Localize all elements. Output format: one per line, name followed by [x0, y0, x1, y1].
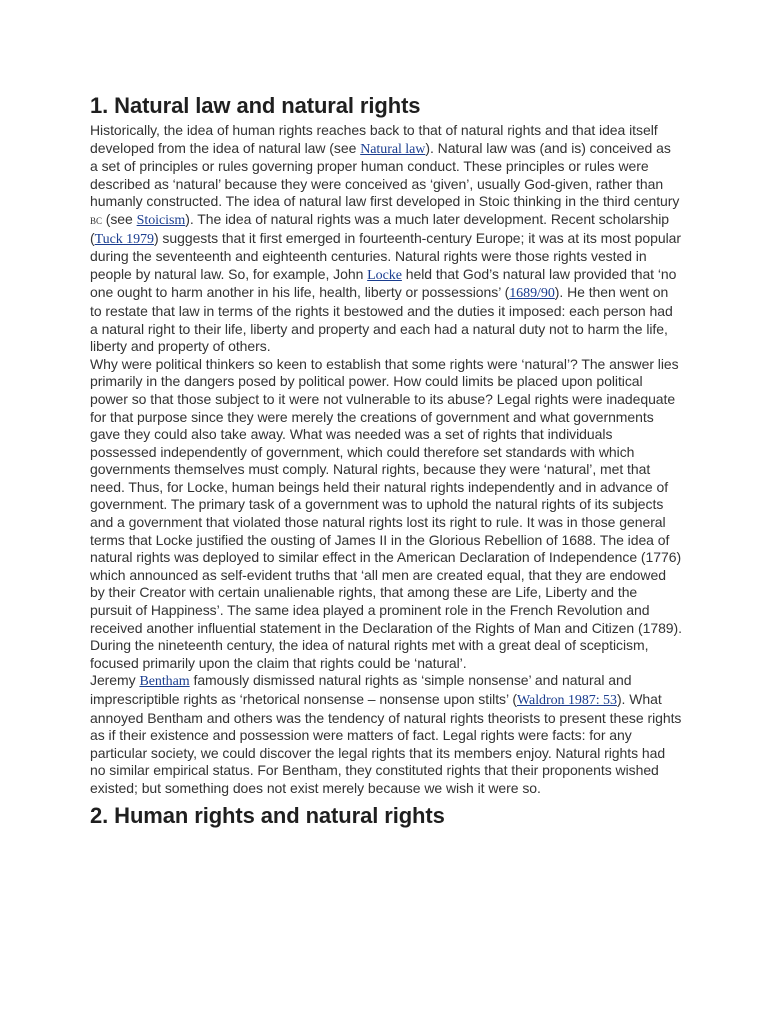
text-fragment: famously dismissed natural rights as ‘simple nonsense’ and natural and imprescriptible rights as ‘rhetorical nonsense – nonsense upon stilts’ ( [90, 672, 632, 707]
link-tuck-1979[interactable]: Tuck 1979 [94, 231, 154, 247]
text-fragment: ). The idea of natural rights was a much later development. Recent scholarship ( [90, 210, 669, 246]
paragraph-bentham [90, 672, 682, 797]
text-fragment: ). He then went on to restate that law in terms of the rights it bestowed and the duties it imposed: each person had a natural right to their life, liberty and property and each had a natural duty not to harm the life, liberty and property of others. [90, 284, 673, 355]
era-abbreviation: bc [90, 211, 102, 227]
paragraph-political-power: Why were political thinkers so keen to establish that some rights were ‘natural’? The answer lies primarily in the dangers posed by political power. How could limits be placed upon political power so that those subject to it were not vulnerable to its abuse? Legal rights were inadequate for that purpose since they were merely the creations of government and what governments gave they could also take away. What was needed was a set of rights that individuals possessed independently of government, which could therefore set standards with which governments themselves must comply. Natural rights, because they were ‘natural’, met that need. Thus, for Locke, human beings held their natural rights independently and in advance of government. The primary task of a government was to uphold the natural rights of its subjects and a government that violated those natural rights lost its right to rule. It was in those general terms that Locke justified the ousting of James II in the Glorious Rebellion of 1688. The idea of natural rights was deployed to similar effect in the American Declaration of Independence (1776) which announced as self-evident truths that ‘all men are created equal, that they are endowed by their Creator with certain unalienable rights, that among these are Life, Liberty and the pursuit of Happiness’. The same idea played a prominent role in the French Revolution and received another influential statement in the Declaration of the Rights of Man and Citizen (1789). [90, 355, 682, 636]
section-heading-natural-law: 1. Natural law and natural rights [90, 93, 421, 118]
text-fragment: Jeremy [90, 672, 140, 689]
link-locke[interactable]: Locke [367, 267, 402, 283]
paragraph-historical-origins [90, 122, 682, 356]
text-fragment: ). Natural law was (and is) conceived as a set of principles or rules governing proper human conduct. These principles or rules were described as ‘natural’ because they were conceived as ‘given’, usually God-given, rather than humanly constructed. The idea of natural law first developed in Stoic thinking in the third century [90, 139, 680, 210]
text-fragment: (see [101, 210, 137, 227]
link-waldron-1987[interactable]: Waldron 1987: 53 [516, 693, 617, 708]
link-stoicism[interactable]: Stoicism [136, 212, 186, 228]
link-1689-90[interactable]: 1689/90 [509, 286, 555, 302]
text-fragment: held that God’s natural law provided that ‘no one ought to harm another in his life, health, liberty or possessions’ ( [90, 265, 677, 301]
section-heading-human-rights: 2. Human rights and natural rights [90, 802, 445, 828]
text-fragment: Historically, the idea of human rights reaches back to that of natural rights and that idea itself developed from the idea of natural law (see [90, 122, 658, 156]
link-bentham[interactable]: Bentham [139, 674, 190, 690]
document-body [90, 92, 682, 830]
text-fragment: ) suggests that it first emerged in fourteenth-century Europe; it was at its most popular during the seventeenth and eighteenth centuries. Natural rights were those rights vested in people by natural law. So, for example, John [90, 229, 681, 282]
paragraph-nineteenth-century: During the nineteenth century, the idea of natural rights met with a great deal of scepticism, focused primarily upon the claim that rights could be ‘natural’. [90, 637, 649, 671]
text-fragment: ). What annoyed Bentham and others was the tendency of natural rights theorists to present these rights as if their existence and possession were matters of fact. Legal rights were facts: for any particular society, we could discover the legal rights that its members enjoy. Natural rights had no similar empirical status. For Bentham, they constituted rights that their proponents wished existed; but something does not exist merely because we wish it were so. [90, 691, 682, 796]
link-natural-law[interactable]: Natural law [360, 141, 426, 157]
